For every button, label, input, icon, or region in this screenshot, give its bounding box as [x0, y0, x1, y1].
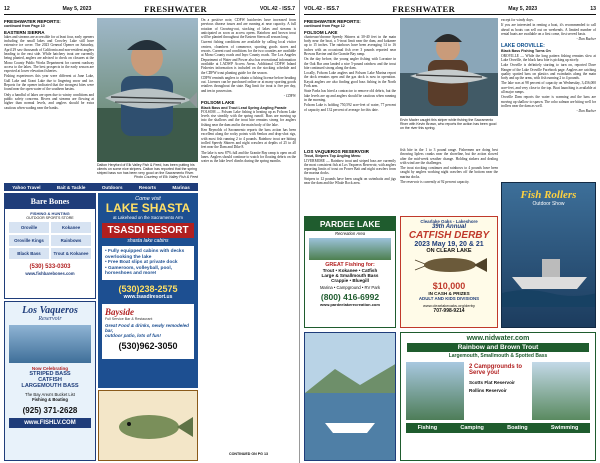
article-paragraph: Stripers to 12 pounds have been caught on swimbaits and jigs near the dam and the Whale Rock area. [304, 176, 396, 185]
bayside-tag1: Great Food & drinks, newly remodeled bar, [105, 322, 189, 333]
article-paragraph: State Parks has hired a contractor to remove old debris, but the lake levels are up and anglers should be cautious when running in the morning. [304, 89, 396, 102]
lake-shasta-ad[interactable] [98, 193, 198, 388]
article-paragraph: The lake is now 87% full and the Granite Bay ramp is open on all lanes. Anglers should continue to watch for floating debris on the water as the lake level climbs during the spring months. [201, 150, 296, 164]
pardee-lake-ad[interactable] [304, 216, 396, 328]
masthead: FRESHWATER [144, 3, 208, 14]
los-vaqueros-ad[interactable] [4, 301, 96, 461]
issue-date: May 5, 2023 [62, 5, 92, 12]
ad-bar-item: Yahoo Travel [12, 184, 41, 190]
left-ad-bar [4, 183, 198, 191]
article-paragraph: The trout stocking continues and rainbows to 4 pounds have been caught by anglers working night crawlers off the bottom near the marina docks. [400, 166, 498, 179]
vaqueros-area: The Bay Area's Bucket List [25, 392, 75, 397]
marina-illustration [305, 333, 396, 461]
article-heading: continued from Page 12 [304, 24, 345, 29]
shasta-url[interactable]: www.tsasdiresort.us [123, 293, 173, 300]
shasta-title: LAKE SHASTA [105, 201, 191, 215]
page-number: 12 [4, 5, 10, 12]
photo-caption [97, 163, 198, 180]
article-paragraph: Locally, Folsom Lake anglers and Folsom Lake Marina report the dock remains open and the gas dock is now in operation. Kayak anglers are also finding good bass fishing in the North Fork arm. [304, 71, 396, 89]
article-heading: continued from Page 10 [4, 24, 45, 29]
shasta-bullet: • Free Boat slips at private dock [105, 260, 178, 266]
derby-where: ON CLEAR LAKE [426, 248, 472, 254]
article-byline: - Dan Bacher [576, 109, 596, 114]
derby-url[interactable]: www.clearlakeoaks.org/derby [422, 303, 476, 308]
vaqueros-fishing: Fishing & Boating [32, 397, 68, 402]
right-column-3 [501, 18, 596, 178]
bare-bones-ad[interactable] [4, 193, 96, 299]
continued-label: CONTINUED ON PG 13 [229, 452, 268, 456]
nid-camps [467, 362, 529, 420]
article-paragraph: Lake Oroville is definitely starting to turn on, reported Dave Hanger of the Lake Oroville Facebook page. Anglers are catching quality spotted bass on plastics and swimbaits along the main body and up the arms, with fish running 2 to 4 pounds. [501, 63, 596, 81]
article-paragraph: The reservoir is currently at 92 percent capacity. [400, 180, 470, 185]
article-heading: FRESHWATER REPORTS: [4, 19, 61, 24]
pardee-title: PARDEE LAKE [305, 217, 395, 231]
brand-trout-kokanee: Trout & Kokanee [51, 248, 91, 259]
pardee-fish3: Crappie • Bluegill [331, 278, 369, 283]
article-paragraph: Oroville Dam reports the water is warming and the bass are moving up shallow to spawn. The coho salmon are biting well for trollers near the dam as well. [501, 95, 596, 108]
nid-sub: Largemouth, Smallmouth & Spotted Bass [448, 353, 548, 359]
nid-activity-fishing: Fishing [417, 425, 438, 431]
caption-text: Dalton Heryford of Elk Valley Fish & Feed, has been putting his clients on some nice stripers. Dalton has reported that the spring striped bass run has been very good on the Sacramento River. [97, 163, 197, 176]
derby-title: CATFISH DERBY [408, 230, 490, 241]
brand-rainbows: Rainbows [51, 235, 91, 246]
article-heading: LOS VAQUEROS RESERVOIR [304, 149, 369, 154]
photo-caption-2: Ervin Mader caught this striper while fishing the Sacramento River with Kevin Brown, who reports the action has been good on the river this spring. [400, 118, 497, 131]
masthead: FRESHWATER [392, 3, 456, 14]
marina-ad[interactable] [304, 332, 396, 461]
derby-dates: 2023 May 19, 20 & 21 [414, 241, 484, 248]
nid-activity-bar [406, 423, 590, 433]
left-column-1 [4, 18, 94, 180]
ad-bar-item: Outdoors [101, 184, 123, 190]
article-paragraph: Current fishing conditions are available by calling local visitor centers, chambers of commerce, sporting goods stores and resorts. Current road conditions for the two counties are available at Mono County roads and Inyo County roads. The Los Angeles Department of Water and Power also has recreational information available at LADWP Access Areas. Additional CDFW Inland Fisheries information is included on the stocking schedule and the CDFW trout planting guide for the season. [201, 40, 296, 75]
boat-illustration [502, 207, 596, 307]
striper-photo-2 [400, 18, 498, 116]
article-heading: Black Bass Fishing Turns On [501, 49, 551, 54]
fishrollers-title: Fish Rollers [520, 189, 577, 201]
pardee-sub: Recreation Area [334, 231, 366, 236]
nid-activity-camping: Camping [460, 425, 484, 431]
article-byline: - Dan Bacher [576, 37, 596, 42]
derby-top: Clearlake Oaks - Lakeshore [420, 219, 478, 224]
article-paragraph: On the day before, the young angler fishing with Lorraine in the Oak Bar area landed a nice 5-pound rainbow and the trout bite continued strong along the dam. [304, 57, 396, 70]
nid-camp-2: Rollins Reservoir [469, 388, 507, 393]
vaqueros-now: Now Celebrating [31, 366, 69, 371]
pardee-url[interactable]: www.pardeelakerecreation.com [320, 302, 380, 307]
right-column-1b [304, 148, 396, 212]
shasta-tagline: shasta lake cabins [127, 238, 169, 244]
article-heading: LAKE OROVILLE: [501, 43, 545, 50]
article-heading: FOLSOM LAKE [304, 29, 338, 35]
vaqueros-phone: (925) 371-2628 [22, 406, 78, 415]
bayside-logo: Bayside [105, 306, 134, 317]
shasta-sub: at Lakehead on the Sacramento Arm [113, 215, 183, 220]
vaqueros-title: Los Vaqueros [22, 305, 78, 316]
article-byline: - CDFW [283, 94, 296, 99]
pardee-note: Marina • Campground • RV Park [319, 285, 381, 290]
vaqueros-lake-image [9, 325, 91, 363]
ad-bar-item: Bait & Tackle [56, 184, 86, 190]
fishrollers-sub: Outdoor Show [532, 201, 565, 207]
nid-photo-1 [406, 362, 464, 420]
article-paragraph: CDFW reminds anglers to obtain a fishing license before heading out. Licenses can be purchased online or at many sporting goods retailers throughout the state. Bag limit for trout is five per day, and ten in possession. [201, 75, 296, 93]
striper-photo [97, 18, 198, 162]
vaqueros-line2: CATFISH [38, 377, 62, 383]
bayside-phone: (530)962-3050 [118, 340, 178, 351]
photo-credit: Photo Courtesy of Elk Valley Fish & Feed [133, 175, 198, 180]
article-paragraph: fish bite in the 1 to 3 pound range. Fishermen are doing best throwing lipless cranks near the shoreline, but the action slowed after the mid-week weather change. Holding sinkers and dealing with wind are the challenges. [400, 148, 498, 165]
nid-water-ad[interactable] [400, 332, 596, 461]
derby-adults: ADULT AND KIDS DIVISIONS [418, 296, 480, 301]
shasta-phone: (530)238-2575 [118, 283, 178, 294]
article-paragraph: Ken Reynolds of Sacramento reports the bass action has been excellent along the rocky points with Senkos and drop-shot rigs, with most fish running 2 to 4 pounds. Rainbow trout are hitting trolled Speedy Shiners and night crawlers at depths of 25 to 40 feet near the Dam and Dike 8. [201, 128, 296, 150]
derby-anniv: 39th Annual [431, 224, 467, 230]
vaqueros-url[interactable]: www.FISHLV.COM [9, 418, 91, 428]
bare-bones-url[interactable]: www.fishbarebones.com [25, 271, 75, 276]
page-number: 13 [590, 5, 596, 12]
derby-prize2: IN CASH & PRIZES [428, 291, 470, 296]
bare-bones-logo: Bare Bones [5, 194, 95, 209]
vaqueros-line1: STRIPED BASS [29, 371, 71, 377]
left-page-header [4, 3, 295, 15]
article-paragraph: On a positive note, CDFW hatcheries have increased from previous disease issues and are running at near capacity. A full rotation of Growing-out, stocking of lakes and streams is anticipated as soon as access opens. Rainbow and brown trout will be planted throughout the Eastern Sierra all season long. [201, 18, 296, 40]
article-paragraph: except for windy days. [501, 18, 534, 22]
nid-camp-1: Scotts Flat Reservoir [469, 380, 515, 385]
nid-url[interactable]: www.nidwater.com [466, 335, 530, 342]
bayside-note: Full Service Bar & Restaurant [105, 316, 153, 321]
right-page-header [304, 3, 596, 15]
pardee-fish2: Large & Smallmouth Bass [321, 273, 379, 278]
nid-activity-boating: Boating [507, 425, 528, 431]
article-heading: FOLSOM LAKE [201, 100, 235, 106]
bare-bones-phone: (530) 533-0303 [29, 264, 71, 270]
article-paragraph: chartreuse/chrome Speedy Shiners at 30-40 feet in the main body near the boat, a 5-trout limit near the dam, and kokanee up to 15 inches. The rainbows have been averaging 14 to 16 inches with an occasional fish over 3 pounds reported near Browns Ravine and the Granite Bay ramp. [304, 34, 396, 56]
pardee-phone: (800) 416-6992 [320, 292, 380, 302]
article-heading: FRESHWATER REPORTS: [304, 19, 361, 24]
brand-black-bass: Black Bass [9, 248, 49, 259]
volume-issue: VOL.42 - ISS.7 [304, 5, 340, 12]
shasta-resort-name: TSASDI RESORT [102, 223, 194, 238]
shasta-come-visit: Come visit [135, 196, 161, 202]
pardee-great: GREAT Fishing for: [325, 262, 375, 268]
bayside-tag2: outdoor patio, lots of fun! [105, 332, 161, 338]
issue-date: May 5, 2023 [508, 5, 538, 12]
bayside-ad[interactable] [102, 304, 194, 359]
article-heading: Black Bass and Trout Lead Spring Angling Parade [201, 105, 287, 110]
article-paragraph: OROVILLE — While the long pattern fishing remains slow at Lake Oroville, the black bass bite is picking up nicely. [501, 53, 596, 62]
derby-phone: 707-998-9214 [433, 308, 465, 314]
nid-camp-title: 2 Campgrounds to Serve you! [469, 364, 523, 376]
article-heading: Trout, Stripers Top Angling Menu [304, 154, 361, 159]
catfish-derby-ad[interactable] [400, 216, 498, 328]
article-paragraph: LIVERMORE — Rainbow trout and striped bass are currently the most consistent fish at Los Vaqueros Reservoir, with anglers reporting limits of trout on Power Bait and night crawlers from the marina docks. [304, 158, 396, 176]
pardee-fish: Trout • Kokanee • Catfish [322, 268, 378, 273]
article-paragraph: The lake was at 98 percent of capacity on Wednesday, 3,456,000 acre-feet, and very close to the top. Boat launching is available at all major ramps. [501, 81, 596, 95]
shasta-bullet: • Fully equipped cabins with decks overlooking the lake [105, 249, 185, 260]
right-column-1 [304, 18, 396, 144]
article-heading: EASTERN SIERRA [4, 29, 45, 35]
bare-bones-note: OUTDOOR SPORTS STORE [26, 216, 74, 220]
shasta-bullets [102, 246, 194, 280]
tackle-shop-ad[interactable] [98, 390, 198, 461]
ad-bar-item: Marinas [172, 184, 190, 190]
vaqueros-sub: Reservoir [38, 316, 62, 322]
article-paragraph: If you are interested in renting a boat, it's recommended to call ahead as boats can sell out on weekends. A limited number of rental boats are available on a first come, first served basis. [501, 23, 596, 36]
brand-kokanee: Kokanee [51, 222, 91, 233]
brand-oroville: Oroville [9, 222, 49, 233]
article-paragraph: Folsom Lake is holding 750,592 acre-feet of water, 77 percent of capacity and 132 percent of average for this date. [304, 103, 396, 112]
article-paragraph: Fishing experiences this year were different at June Lake, Gull Lake and Grant Lake due to lingering snow and ice. Reports for the opener indicated that the strongest bites were found near the open water of the southern basins. [4, 74, 94, 92]
nid-photo-2 [532, 362, 590, 420]
brand-oroville-kings: Oroville Kings [9, 235, 49, 246]
fish-illustration [99, 391, 198, 461]
article-paragraph: FOLSOM — Folsom Lake fishing is heating up as Folsom Lake levels rise steadily with the spring runoff. Bass are moving up into the shallows and the trout bite remains strong for anglers fishing near the dam and in the main body of the lake. [201, 109, 296, 127]
volume-issue: VOL.42 - ISS.7 [259, 5, 295, 12]
shasta-bullet: • Gameroom, volleyball, pool, horseshoes and more! [105, 265, 172, 277]
left-column-2 [201, 18, 296, 323]
vaqueros-line3: LARGEMOUTH BASS [21, 383, 79, 389]
ad-bar-item: Resorts [138, 184, 156, 190]
fish-rollers-ad[interactable] [501, 182, 596, 328]
derby-prize: $10,000 [432, 281, 466, 291]
nid-activity-swimming: Swimming [550, 425, 579, 431]
right-column-2 [400, 148, 498, 212]
nid-title: Rainbow and Brown Trout [407, 343, 589, 352]
catfish-icon [401, 254, 498, 276]
article-paragraph: Only a handful of lakes are open due to wintry conditions and public safety concerns. Rivers and streams are flowing at higher than normal levels, and anglers should be extra cautious when wading near the banks. [4, 92, 94, 110]
right-page [300, 0, 600, 463]
article-paragraph: lakes and streams are accessible for at least four, early openers including the small lakes and Crowley Lake still have extensive ice cover. The 2023 General Opener on Saturday, April 29 saw thousands of California and non-resident anglers heading to the east side. While hatchery trout are currently being planted, anglers are advised to check on closures at the Mono County Public Works Department for current roadway access to the lakes. The best prospects in the early season are expected at lower elevation fisheries. [4, 34, 94, 74]
pardee-lake-image [309, 238, 391, 260]
bare-bones-tag: FISHING & HUNTING [30, 211, 70, 216]
